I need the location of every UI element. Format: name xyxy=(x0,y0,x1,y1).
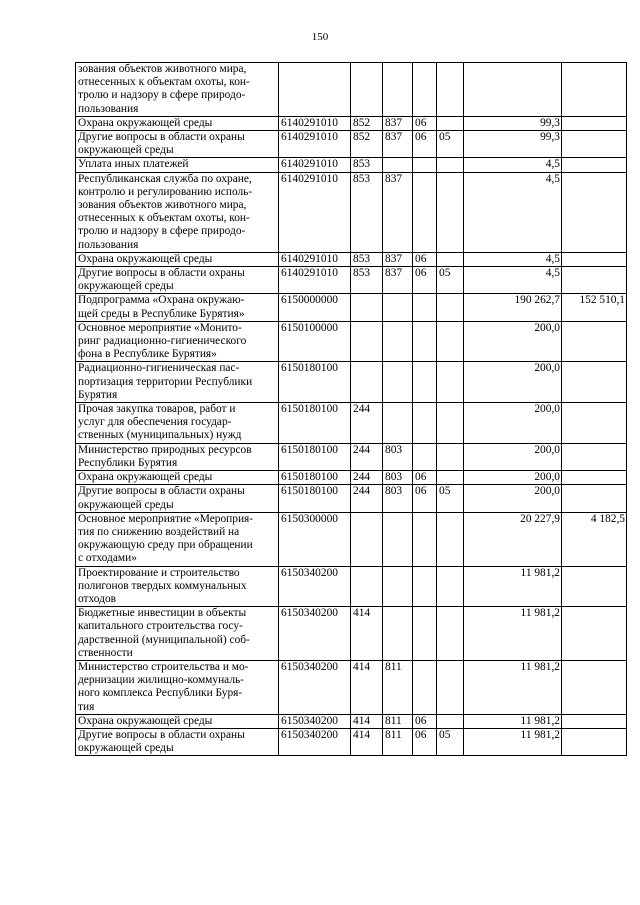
cell-col-d xyxy=(437,714,464,728)
cell-col-b xyxy=(383,294,413,321)
cell-amount-2 xyxy=(562,728,627,755)
cell-code: 6140291010 xyxy=(279,252,351,266)
cell-col-d xyxy=(437,172,464,252)
table-row xyxy=(76,294,627,321)
cell-name-line: ного комплекса Республики Буря- xyxy=(78,687,243,700)
cell-col-d xyxy=(437,403,464,444)
cell-amount-2 xyxy=(562,485,627,512)
cell-name-line: Охрана окружающей среды xyxy=(78,116,213,129)
cell-col-d xyxy=(437,294,464,321)
cell-col-b xyxy=(383,512,413,566)
cell-name xyxy=(76,131,279,158)
cell-col-d xyxy=(437,321,464,362)
cell-name xyxy=(76,362,279,403)
table-row xyxy=(76,566,627,607)
cell-col-a xyxy=(351,512,383,566)
cell-col-c: 06 xyxy=(413,267,437,294)
cell-col-a: 852 xyxy=(351,131,383,158)
cell-col-a: 244 xyxy=(351,443,383,470)
cell-amount-2 xyxy=(562,131,627,158)
cell-amount-2: 4 182,5 xyxy=(562,512,627,566)
cell-col-b: 811 xyxy=(383,660,413,714)
cell-name xyxy=(76,172,279,252)
cell-name-line: Бюджетные инвестиции в объекты xyxy=(78,607,247,620)
cell-name-line: тия xyxy=(78,700,95,713)
cell-name-line: Основное мероприятие «Мероприя- xyxy=(78,512,254,525)
table-row xyxy=(76,158,627,172)
table-row xyxy=(76,512,627,566)
cell-amount-2 xyxy=(562,116,627,130)
cell-amount-1: 190 262,7 xyxy=(464,294,562,321)
cell-amount-1: 4,5 xyxy=(464,267,562,294)
cell-name-line: Уплата иных платежей xyxy=(78,158,189,171)
cell-col-d xyxy=(437,63,464,117)
cell-name-line: отнесенных к объектам охоты, кон- xyxy=(78,76,250,89)
cell-col-d xyxy=(437,116,464,130)
cell-name-line: отнесенных к объектам охоты, кон- xyxy=(78,212,250,225)
cell-name-line: зования объектов животного мира, xyxy=(78,199,247,212)
cell-amount-1: 4,5 xyxy=(464,252,562,266)
cell-name-line: окружающей среды xyxy=(78,498,174,511)
cell-name-line: Республики Бурятия xyxy=(78,456,178,469)
cell-code: 6140291010 xyxy=(279,116,351,130)
cell-amount-1: 20 227,9 xyxy=(464,512,562,566)
cell-name xyxy=(76,267,279,294)
cell-amount-2 xyxy=(562,471,627,485)
table-body xyxy=(76,63,627,756)
cell-col-b: 837 xyxy=(383,267,413,294)
cell-col-a: 853 xyxy=(351,158,383,172)
cell-code: 6150340200 xyxy=(279,566,351,607)
cell-name-line: дернизации жилищно-коммуналь- xyxy=(78,674,244,687)
cell-name-line: пользования xyxy=(78,102,139,115)
cell-amount-1: 200,0 xyxy=(464,485,562,512)
cell-name-line: пользования xyxy=(78,238,139,251)
cell-col-c xyxy=(413,660,437,714)
cell-col-a xyxy=(351,566,383,607)
cell-amount-2 xyxy=(562,607,627,661)
cell-col-b: 811 xyxy=(383,714,413,728)
cell-code: 6150180100 xyxy=(279,403,351,444)
table-row xyxy=(76,116,627,130)
cell-amount-2 xyxy=(562,321,627,362)
cell-col-c: 06 xyxy=(413,116,437,130)
table-row xyxy=(76,362,627,403)
cell-amount-2 xyxy=(562,714,627,728)
cell-col-c xyxy=(413,607,437,661)
cell-col-d: 05 xyxy=(437,485,464,512)
cell-name xyxy=(76,714,279,728)
cell-code: 6150180100 xyxy=(279,471,351,485)
cell-col-b xyxy=(383,321,413,362)
cell-amount-2 xyxy=(562,403,627,444)
table-row xyxy=(76,267,627,294)
table-row xyxy=(76,471,627,485)
cell-name xyxy=(76,294,279,321)
cell-code: 6150300000 xyxy=(279,512,351,566)
cell-col-b xyxy=(383,158,413,172)
cell-name-line: ринг радиационно-гигиенического xyxy=(78,335,247,348)
cell-name-line: окружающую среду при обращении xyxy=(78,539,253,552)
cell-col-c xyxy=(413,321,437,362)
cell-col-b: 803 xyxy=(383,471,413,485)
cell-amount-2 xyxy=(562,63,627,117)
cell-col-c xyxy=(413,443,437,470)
cell-code: 6150100000 xyxy=(279,321,351,362)
cell-amount-2 xyxy=(562,443,627,470)
cell-name xyxy=(76,443,279,470)
table-row xyxy=(76,403,627,444)
cell-name xyxy=(76,252,279,266)
cell-name-line: капитального строительства госу- xyxy=(78,620,243,633)
table-row xyxy=(76,485,627,512)
cell-amount-2 xyxy=(562,566,627,607)
cell-col-a: 244 xyxy=(351,485,383,512)
cell-name-line: с отходами» xyxy=(78,552,137,565)
cell-col-d xyxy=(437,362,464,403)
cell-col-d xyxy=(437,607,464,661)
cell-name-line: окружающей среды xyxy=(78,144,174,157)
cell-code xyxy=(279,63,351,117)
cell-col-a xyxy=(351,321,383,362)
cell-code: 6150180100 xyxy=(279,485,351,512)
cell-name xyxy=(76,607,279,661)
cell-amount-1: 11 981,2 xyxy=(464,566,562,607)
cell-col-a: 414 xyxy=(351,714,383,728)
cell-col-c xyxy=(413,362,437,403)
cell-name xyxy=(76,660,279,714)
table-row xyxy=(76,660,627,714)
cell-col-a: 852 xyxy=(351,116,383,130)
cell-name-line: Радиационно-гигиеническая пас- xyxy=(78,362,240,375)
cell-amount-1: 200,0 xyxy=(464,362,562,403)
cell-col-c: 06 xyxy=(413,471,437,485)
cell-name xyxy=(76,158,279,172)
cell-code: 6140291010 xyxy=(279,158,351,172)
table-row xyxy=(76,172,627,252)
cell-name-line: Другие вопросы в области охраны xyxy=(78,131,245,144)
table-row xyxy=(76,728,627,755)
cell-col-b: 837 xyxy=(383,116,413,130)
cell-col-d: 05 xyxy=(437,131,464,158)
cell-col-a xyxy=(351,63,383,117)
cell-amount-2 xyxy=(562,172,627,252)
cell-col-a: 414 xyxy=(351,660,383,714)
cell-col-a: 244 xyxy=(351,471,383,485)
cell-name xyxy=(76,728,279,755)
cell-amount-2 xyxy=(562,252,627,266)
budget-table xyxy=(75,62,627,756)
cell-name-line: окружающей среды xyxy=(78,742,174,755)
cell-amount-2: 152 510,1 xyxy=(562,294,627,321)
cell-amount-1: 99,3 xyxy=(464,131,562,158)
cell-code: 6150340200 xyxy=(279,660,351,714)
cell-name xyxy=(76,63,279,117)
cell-amount-1: 11 981,2 xyxy=(464,728,562,755)
cell-col-c xyxy=(413,403,437,444)
cell-name xyxy=(76,321,279,362)
cell-col-c: 06 xyxy=(413,131,437,158)
page-number: 150 xyxy=(311,31,329,43)
cell-amount-2 xyxy=(562,660,627,714)
cell-name-line: зования объектов животного мира, xyxy=(78,63,247,75)
cell-amount-1 xyxy=(464,63,562,117)
cell-name-line: Другие вопросы в области охраны xyxy=(78,485,245,498)
cell-amount-1: 200,0 xyxy=(464,403,562,444)
cell-col-c: 06 xyxy=(413,714,437,728)
cell-name-line: дарственной (муниципальной) соб- xyxy=(78,633,250,646)
cell-amount-1: 99,3 xyxy=(464,116,562,130)
cell-code: 6150340200 xyxy=(279,607,351,661)
cell-amount-1: 4,5 xyxy=(464,172,562,252)
cell-col-b: 811 xyxy=(383,728,413,755)
cell-code: 6150340200 xyxy=(279,714,351,728)
cell-name-line: Проектирование и строительство xyxy=(78,566,240,579)
cell-amount-2 xyxy=(562,158,627,172)
cell-name xyxy=(76,485,279,512)
cell-col-a xyxy=(351,362,383,403)
cell-amount-1: 4,5 xyxy=(464,158,562,172)
cell-col-c: 06 xyxy=(413,728,437,755)
cell-code: 6140291010 xyxy=(279,131,351,158)
cell-amount-2 xyxy=(562,362,627,403)
cell-name-line: Республиканская служба по охране, xyxy=(78,172,252,185)
cell-col-d xyxy=(437,660,464,714)
cell-name-line: полигонов твердых коммунальных xyxy=(78,579,247,592)
cell-code: 6150180100 xyxy=(279,443,351,470)
cell-col-b: 803 xyxy=(383,443,413,470)
cell-name-line: отходов xyxy=(78,592,117,605)
cell-name-line: Подпрограмма «Охрана окружаю- xyxy=(78,294,245,307)
cell-col-a: 414 xyxy=(351,728,383,755)
cell-name-line: Прочая закупка товаров, работ и xyxy=(78,403,236,416)
cell-name-line: Министерство строительства и мо- xyxy=(78,660,249,673)
cell-name-line: Охрана окружающей среды xyxy=(78,252,213,265)
cell-col-a: 853 xyxy=(351,267,383,294)
cell-col-d: 05 xyxy=(437,728,464,755)
cell-col-b: 837 xyxy=(383,252,413,266)
cell-col-c xyxy=(413,63,437,117)
cell-col-b xyxy=(383,63,413,117)
cell-col-b: 837 xyxy=(383,172,413,252)
cell-name-line: тролю и надзору в сфере природо- xyxy=(78,225,246,238)
cell-name-line: контролю и регулированию исполь- xyxy=(78,185,253,198)
cell-col-b xyxy=(383,403,413,444)
cell-name-line: тролю и надзору в сфере природо- xyxy=(78,89,246,102)
cell-col-b xyxy=(383,607,413,661)
cell-code: 6140291010 xyxy=(279,267,351,294)
cell-col-c xyxy=(413,566,437,607)
table-row xyxy=(76,321,627,362)
cell-name-line: щей среды в Республике Бурятия» xyxy=(78,307,245,320)
cell-col-b: 803 xyxy=(383,485,413,512)
cell-name-line: Бурятия xyxy=(78,388,118,401)
cell-col-b xyxy=(383,566,413,607)
cell-col-c xyxy=(413,512,437,566)
cell-col-a xyxy=(351,294,383,321)
cell-col-d xyxy=(437,566,464,607)
cell-col-c xyxy=(413,172,437,252)
table-row xyxy=(76,252,627,266)
cell-name-line: тия по снижению воздействий на xyxy=(78,525,240,538)
cell-name-line: Министерство природных ресурсов xyxy=(78,443,252,456)
cell-col-a: 244 xyxy=(351,403,383,444)
table-row xyxy=(76,714,627,728)
cell-name-line: окружающей среды xyxy=(78,280,174,293)
cell-col-d xyxy=(437,443,464,470)
cell-name xyxy=(76,403,279,444)
cell-col-c: 06 xyxy=(413,252,437,266)
cell-col-c: 06 xyxy=(413,485,437,512)
cell-col-b: 837 xyxy=(383,131,413,158)
cell-name-line: Основное мероприятие «Монито- xyxy=(78,321,242,334)
cell-code: 6150340200 xyxy=(279,728,351,755)
table-row xyxy=(76,131,627,158)
cell-name-line: Другие вопросы в области охраны xyxy=(78,267,245,280)
cell-name-line: услуг для обеспечения государ- xyxy=(78,416,232,429)
cell-name-line: Охрана окружающей среды xyxy=(78,471,213,484)
cell-name-line: фона в Республике Бурятия» xyxy=(78,348,217,361)
cell-name-line: ственности xyxy=(78,646,133,659)
cell-col-c xyxy=(413,294,437,321)
table-row xyxy=(76,443,627,470)
cell-col-a: 414 xyxy=(351,607,383,661)
cell-col-a: 853 xyxy=(351,172,383,252)
cell-col-c xyxy=(413,158,437,172)
cell-name-line: портизация территории Республики xyxy=(78,375,253,388)
table-row xyxy=(76,607,627,661)
cell-col-b xyxy=(383,362,413,403)
cell-name xyxy=(76,512,279,566)
cell-amount-1: 200,0 xyxy=(464,443,562,470)
cell-code: 6140291010 xyxy=(279,172,351,252)
cell-name xyxy=(76,116,279,130)
cell-col-d xyxy=(437,471,464,485)
cell-name-line: Другие вопросы в области охраны xyxy=(78,728,245,741)
cell-col-d xyxy=(437,512,464,566)
cell-amount-1: 200,0 xyxy=(464,321,562,362)
cell-col-d xyxy=(437,252,464,266)
table-row xyxy=(76,63,627,117)
cell-amount-2 xyxy=(562,267,627,294)
cell-amount-1: 200,0 xyxy=(464,471,562,485)
cell-name-line: ственных (муниципальных) нужд xyxy=(78,429,242,442)
cell-name-line: Охрана окружающей среды xyxy=(78,714,213,727)
cell-code: 6150000000 xyxy=(279,294,351,321)
cell-col-d xyxy=(437,158,464,172)
cell-code: 6150180100 xyxy=(279,362,351,403)
cell-name xyxy=(76,566,279,607)
cell-amount-1: 11 981,2 xyxy=(464,607,562,661)
cell-amount-1: 11 981,2 xyxy=(464,660,562,714)
cell-col-d: 05 xyxy=(437,267,464,294)
cell-amount-1: 11 981,2 xyxy=(464,714,562,728)
cell-name xyxy=(76,471,279,485)
cell-col-a: 853 xyxy=(351,252,383,266)
